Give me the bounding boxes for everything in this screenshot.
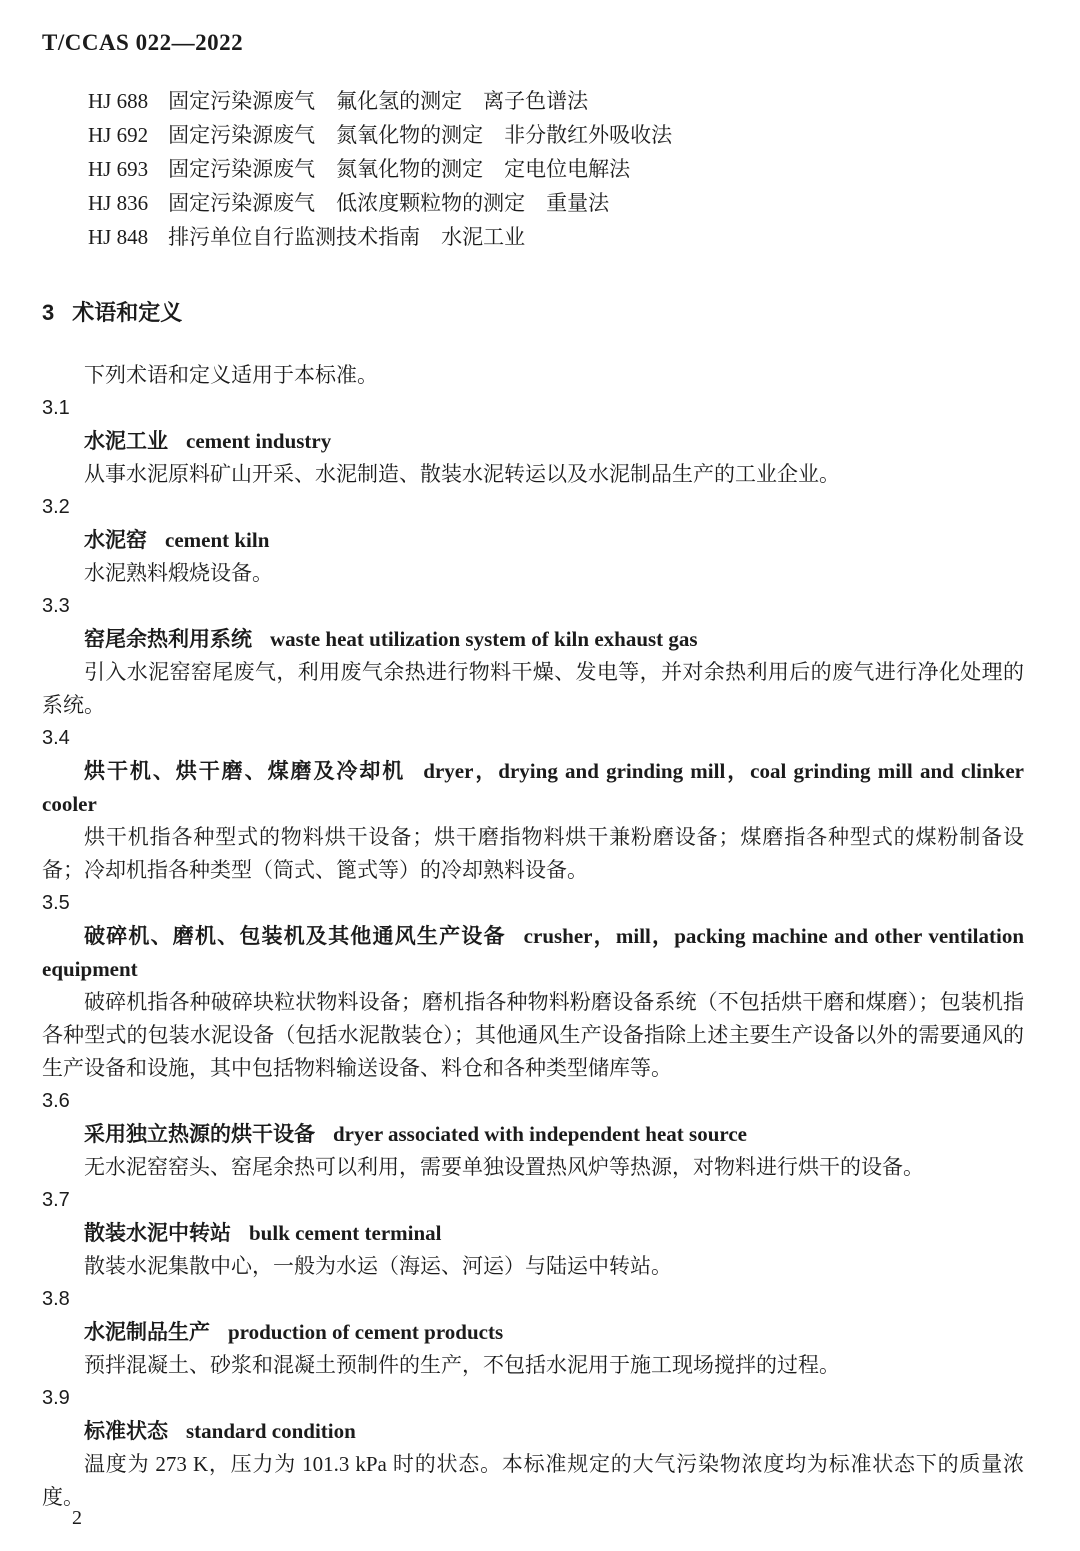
term-name-zh: 散装水泥中转站: [84, 1222, 231, 1245]
term-name-zh: 窑尾余热利用系统: [84, 628, 252, 651]
page-number: 2: [72, 1507, 82, 1529]
reference-title: 固定污染源废气 氟化氢的测定 离子色谱法: [168, 89, 589, 113]
doc-header: T/CCAS 022—2022: [42, 30, 244, 55]
term-definition: 散装水泥集散中心，一般为水运（海运、河运）与陆运中转站。: [84, 1254, 672, 1278]
term-block-3-3: [42, 590, 1024, 722]
term-block-3-9: [42, 1382, 1024, 1514]
term-name-zh: 水泥窑: [84, 529, 147, 552]
reference-item: [88, 152, 1024, 186]
clause-number: 3.5: [42, 892, 70, 914]
clause-number: 3.7: [42, 1189, 70, 1211]
reference-title: 固定污染源废气 氮氧化物的测定 定电位电解法: [168, 157, 631, 181]
term-block-3-2: [42, 491, 1024, 590]
term-name-zh: 水泥制品生产: [84, 1321, 210, 1344]
term-name-zh: 标准状态: [84, 1420, 168, 1443]
reference-item: [88, 118, 1024, 152]
term-name-en: waste heat utilization system of kiln exhaust gas: [270, 627, 698, 651]
reference-list: [88, 84, 1024, 254]
term-name-en: dryer associated with independent heat source: [333, 1122, 747, 1146]
term-block-3-8: [42, 1283, 1024, 1382]
term-block-3-4: [42, 722, 1024, 887]
clause-number: 3.6: [42, 1090, 70, 1112]
reference-code: HJ 692: [88, 123, 149, 147]
term-heading: [42, 1118, 1024, 1151]
term-name-en: cement industry: [186, 429, 332, 453]
clause-number: 3.8: [42, 1288, 70, 1310]
term-name-en: crusher，mill，packing machine and other ventilation equipment: [42, 924, 1025, 981]
term-heading: [42, 623, 1024, 656]
term-definition: 无水泥窑窑头、窑尾余热可以利用，需要单独设置热风炉等热源，对物料进行烘干的设备。: [84, 1155, 924, 1179]
term-definition: 水泥熟料煅烧设备。: [84, 561, 273, 585]
term-name-zh: 水泥工业: [84, 430, 168, 453]
term-name-zh: 破碎机、磨机、包装机及其他通风生产设备: [84, 925, 506, 948]
term-definition: 温度为 273 K，压力为 101.3 kPa 时的状态。本标准规定的大气污染物浓度均为标准状态下的质量浓度。: [42, 1452, 1024, 1509]
clause-number: 3.1: [42, 397, 70, 419]
term-name-zh: 采用独立热源的烘干设备: [84, 1123, 315, 1146]
clause-number: 3.2: [42, 496, 70, 518]
reference-title: 排污单位自行监测技术指南 水泥工业: [168, 225, 526, 249]
reference-code: HJ 836: [88, 191, 149, 215]
term-name-en: standard condition: [186, 1419, 356, 1443]
term-heading: [42, 425, 1024, 458]
term-name-zh: 烘干机、烘干磨、煤磨及冷却机: [84, 760, 406, 783]
reference-code: HJ 848: [88, 225, 149, 249]
clause-number: 3.3: [42, 595, 70, 617]
clause-number: 3.9: [42, 1387, 70, 1409]
term-block-3-1: [42, 392, 1024, 491]
section-title: 术语和定义: [72, 300, 183, 325]
reference-code: HJ 693: [88, 157, 149, 181]
term-heading: [42, 755, 1024, 821]
term-heading: [42, 524, 1024, 557]
reference-item: [88, 186, 1024, 220]
section-heading: [42, 296, 1024, 329]
reference-code: HJ 688: [88, 89, 149, 113]
term-block-3-5: [42, 887, 1024, 1085]
term-heading: [42, 1217, 1024, 1250]
section-number: 3: [42, 300, 55, 325]
term-heading: [42, 1415, 1024, 1448]
term-heading: [42, 1316, 1024, 1349]
reference-item: [88, 220, 1024, 254]
term-name-en: cement kiln: [165, 528, 270, 552]
term-definition: 引入水泥窑窑尾废气，利用废气余热进行物料干燥、发电等，并对余热利用后的废气进行净化处理的系统。: [42, 660, 1024, 717]
term-name-en: dryer，drying and grinding mill，coal grinding mill and clinker cooler: [42, 759, 1024, 816]
reference-title: 固定污染源废气 氮氧化物的测定 非分散红外吸收法: [168, 123, 673, 147]
term-name-en: production of cement products: [228, 1320, 504, 1344]
term-block-3-7: [42, 1184, 1024, 1283]
term-definition: 从事水泥原料矿山开采、水泥制造、散装水泥转运以及水泥制品生产的工业企业。: [84, 462, 840, 486]
term-name-en: bulk cement terminal: [249, 1221, 442, 1245]
term-definition: 破碎机指各种破碎块粒状物料设备；磨机指各种物料粉磨设备系统（不包括烘干磨和煤磨）；包装机指各种型式的包装水泥设备（包括水泥散装仓）；其他通风生产设备指除上述主要生产设备以外的需要通风的生产设备和设施，其中包括物料输送设备、料仓和各种类型储库等。: [42, 990, 1024, 1080]
clause-number: 3.4: [42, 727, 70, 749]
reference-item: [88, 84, 1024, 118]
term-definition: 预拌混凝土、砂浆和混凝土预制件的生产，不包括水泥用于施工现场搅拌的过程。: [84, 1353, 840, 1377]
reference-title: 固定污染源废气 低浓度颗粒物的测定 重量法: [168, 191, 610, 215]
term-heading: [42, 920, 1024, 986]
term-definition: 烘干机指各种型式的物料烘干设备；烘干磨指物料烘干兼粉磨设备；煤磨指各种型式的煤粉制备设备；冷却机指各种类型（筒式、篦式等）的冷却熟料设备。: [42, 825, 1024, 882]
section-intro: 下列术语和定义适用于本标准。: [84, 363, 378, 387]
term-block-3-6: [42, 1085, 1024, 1184]
